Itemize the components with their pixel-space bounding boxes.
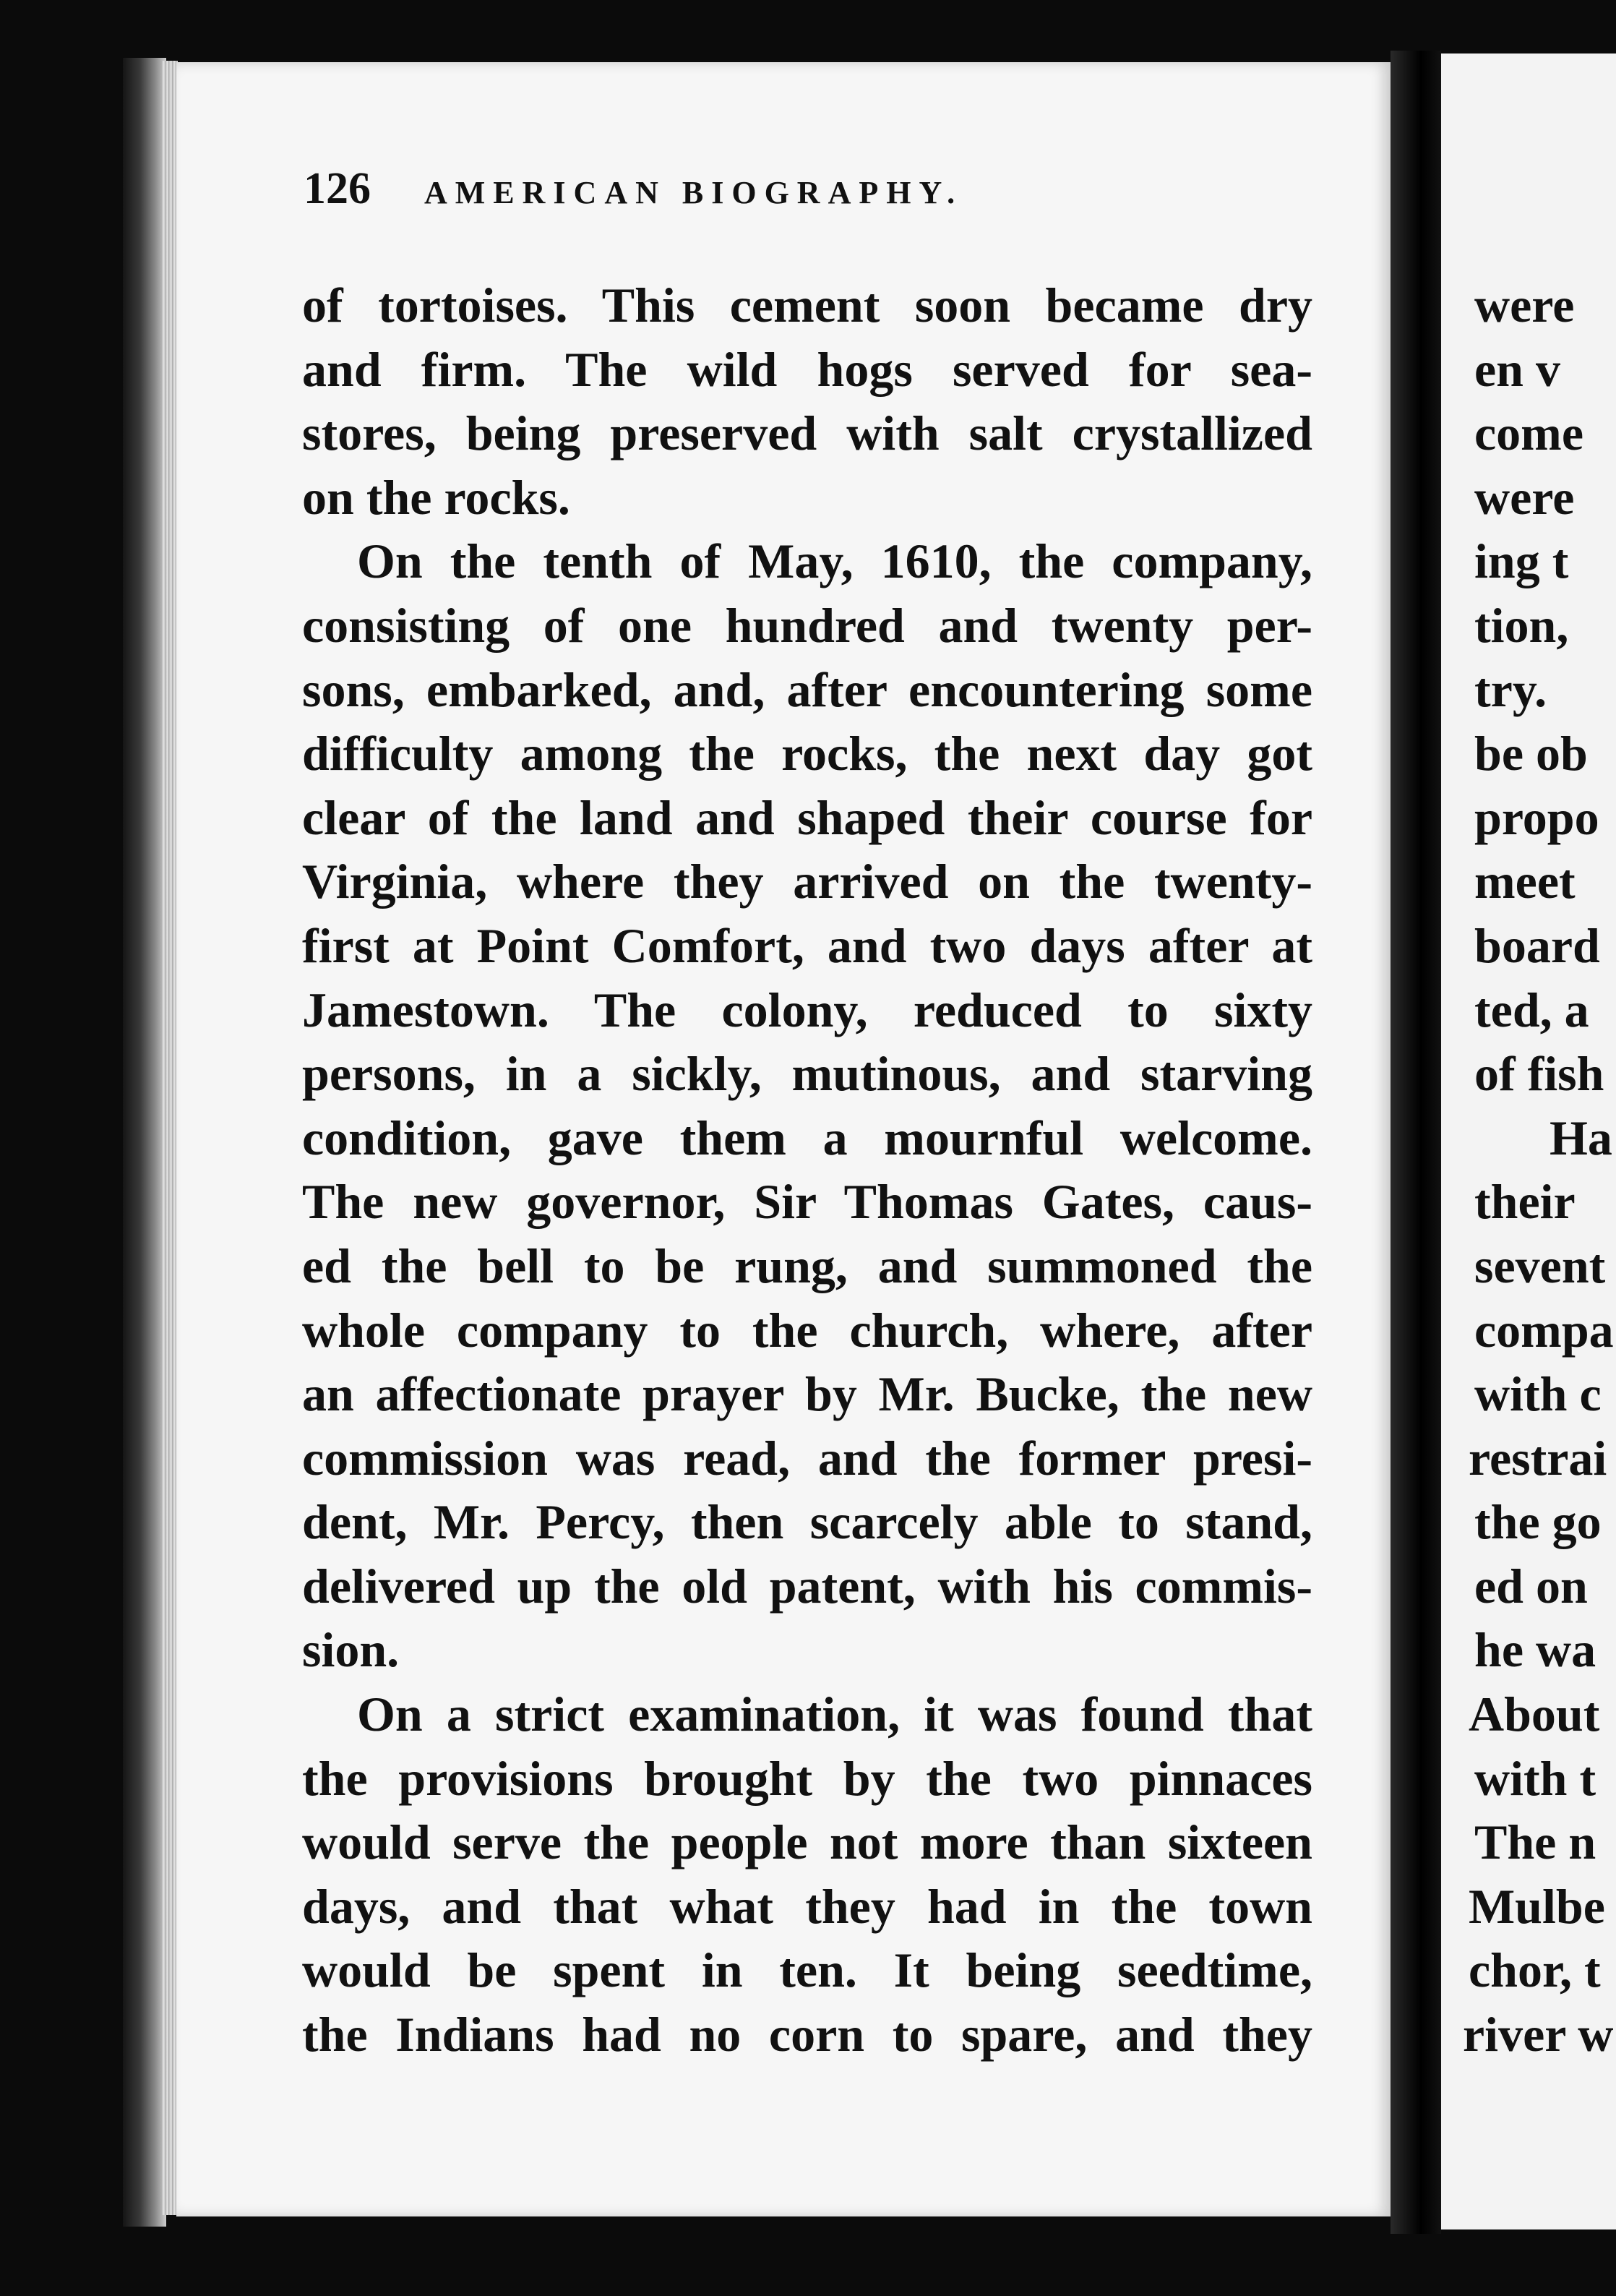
- text-line: with c: [1474, 1366, 1602, 1422]
- text-line: he wa: [1474, 1622, 1596, 1678]
- text-line: and firm. The wild hogs served for sea-: [302, 341, 1312, 397]
- page-edges: [162, 61, 178, 2215]
- text-line: come: [1474, 406, 1584, 461]
- text-line: Mulbe: [1469, 1878, 1605, 1934]
- text-line: ted, a: [1474, 982, 1589, 1037]
- text-line: sion.: [302, 1622, 400, 1678]
- text-line: consisting of one hundred and twenty per-: [302, 597, 1312, 653]
- text-line: were: [1474, 469, 1575, 525]
- text-line: river w: [1463, 2007, 1614, 2062]
- text-line: About: [1469, 1687, 1600, 1742]
- text-line: chor, t: [1469, 1942, 1601, 1998]
- text-line: of tortoises. This cement soon became dry: [302, 278, 1312, 333]
- text-line: on the rocks.: [302, 469, 570, 525]
- text-line: their: [1474, 1174, 1576, 1230]
- page-gutter: [1391, 51, 1441, 2234]
- text-line: persons, in a sickly, mutinous, and starving: [302, 1046, 1312, 1102]
- text-line: On the tenth of May, 1610, the company,: [357, 534, 1312, 589]
- text-line: The new governor, Sir Thomas Gates, caus-: [302, 1174, 1312, 1230]
- text-line: days, and that what they had in the town: [302, 1878, 1312, 1934]
- page-number: 126: [304, 164, 371, 213]
- text-line: restrai: [1469, 1430, 1607, 1486]
- text-line: stores, being preserved with salt crystallized: [302, 406, 1312, 461]
- text-line: commission was read, and the former presi-: [302, 1430, 1312, 1486]
- text-line: dent, Mr. Percy, then scarcely able to stand,: [302, 1494, 1312, 1550]
- text-line: condition, gave them a mournful welcome.: [302, 1110, 1312, 1165]
- text-line: the Indians had no corn to spare, and they: [302, 2007, 1312, 2062]
- text-line: Virginia, where they arrived on the twenty-: [302, 854, 1312, 909]
- text-line: with t: [1474, 1750, 1596, 1806]
- text-line: ed on: [1474, 1558, 1588, 1614]
- text-line: en v: [1474, 341, 1560, 397]
- left-page-text: [302, 273, 1312, 2067]
- text-line: first at Point Comfort, and two days after at: [302, 917, 1312, 973]
- text-line: ing t: [1474, 534, 1569, 589]
- text-line: try.: [1474, 661, 1547, 717]
- text-line: sevent: [1474, 1238, 1606, 1293]
- text-line: The n: [1474, 1815, 1596, 1870]
- book-spine: [123, 58, 166, 2227]
- text-line: ed the bell to be rung, and summoned the: [302, 1238, 1312, 1293]
- text-line: would be spent in ten. It being seedtime,: [302, 1942, 1312, 1998]
- right-page-text: [1463, 273, 1616, 2067]
- text-line: meet: [1474, 854, 1576, 909]
- text-line: whole company to the church, where, after: [302, 1302, 1312, 1358]
- text-line: be ob: [1474, 726, 1588, 781]
- text-line: difficulty among the rocks, the next day got: [302, 726, 1312, 781]
- text-line: Jamestown. The colony, reduced to sixty: [302, 982, 1312, 1037]
- text-line: Ha: [1550, 1110, 1612, 1165]
- text-line: were: [1474, 278, 1575, 333]
- text-line: of fish: [1474, 1046, 1604, 1102]
- text-line: delivered up the old patent, with his commis-: [302, 1558, 1312, 1614]
- text-line: compa: [1474, 1302, 1614, 1358]
- text-line: propo: [1474, 789, 1599, 845]
- text-line: would serve the people not more than sixteen: [302, 1815, 1312, 1870]
- page-header: [304, 163, 963, 228]
- text-line: an affectionate prayer by Mr. Bucke, the new: [302, 1366, 1312, 1422]
- running-head: AMERICAN BIOGRAPHY.: [424, 175, 963, 210]
- text-line: tion,: [1474, 597, 1569, 653]
- text-line: clear of the land and shaped their course for: [302, 789, 1312, 845]
- text-line: sons, embarked, and, after encountering some: [302, 661, 1312, 717]
- text-line: the go: [1474, 1494, 1602, 1550]
- text-line: the provisions brought by the two pinnaces: [302, 1750, 1312, 1806]
- text-line: On a strict examination, it was found that: [357, 1687, 1312, 1742]
- text-line: board: [1474, 917, 1600, 973]
